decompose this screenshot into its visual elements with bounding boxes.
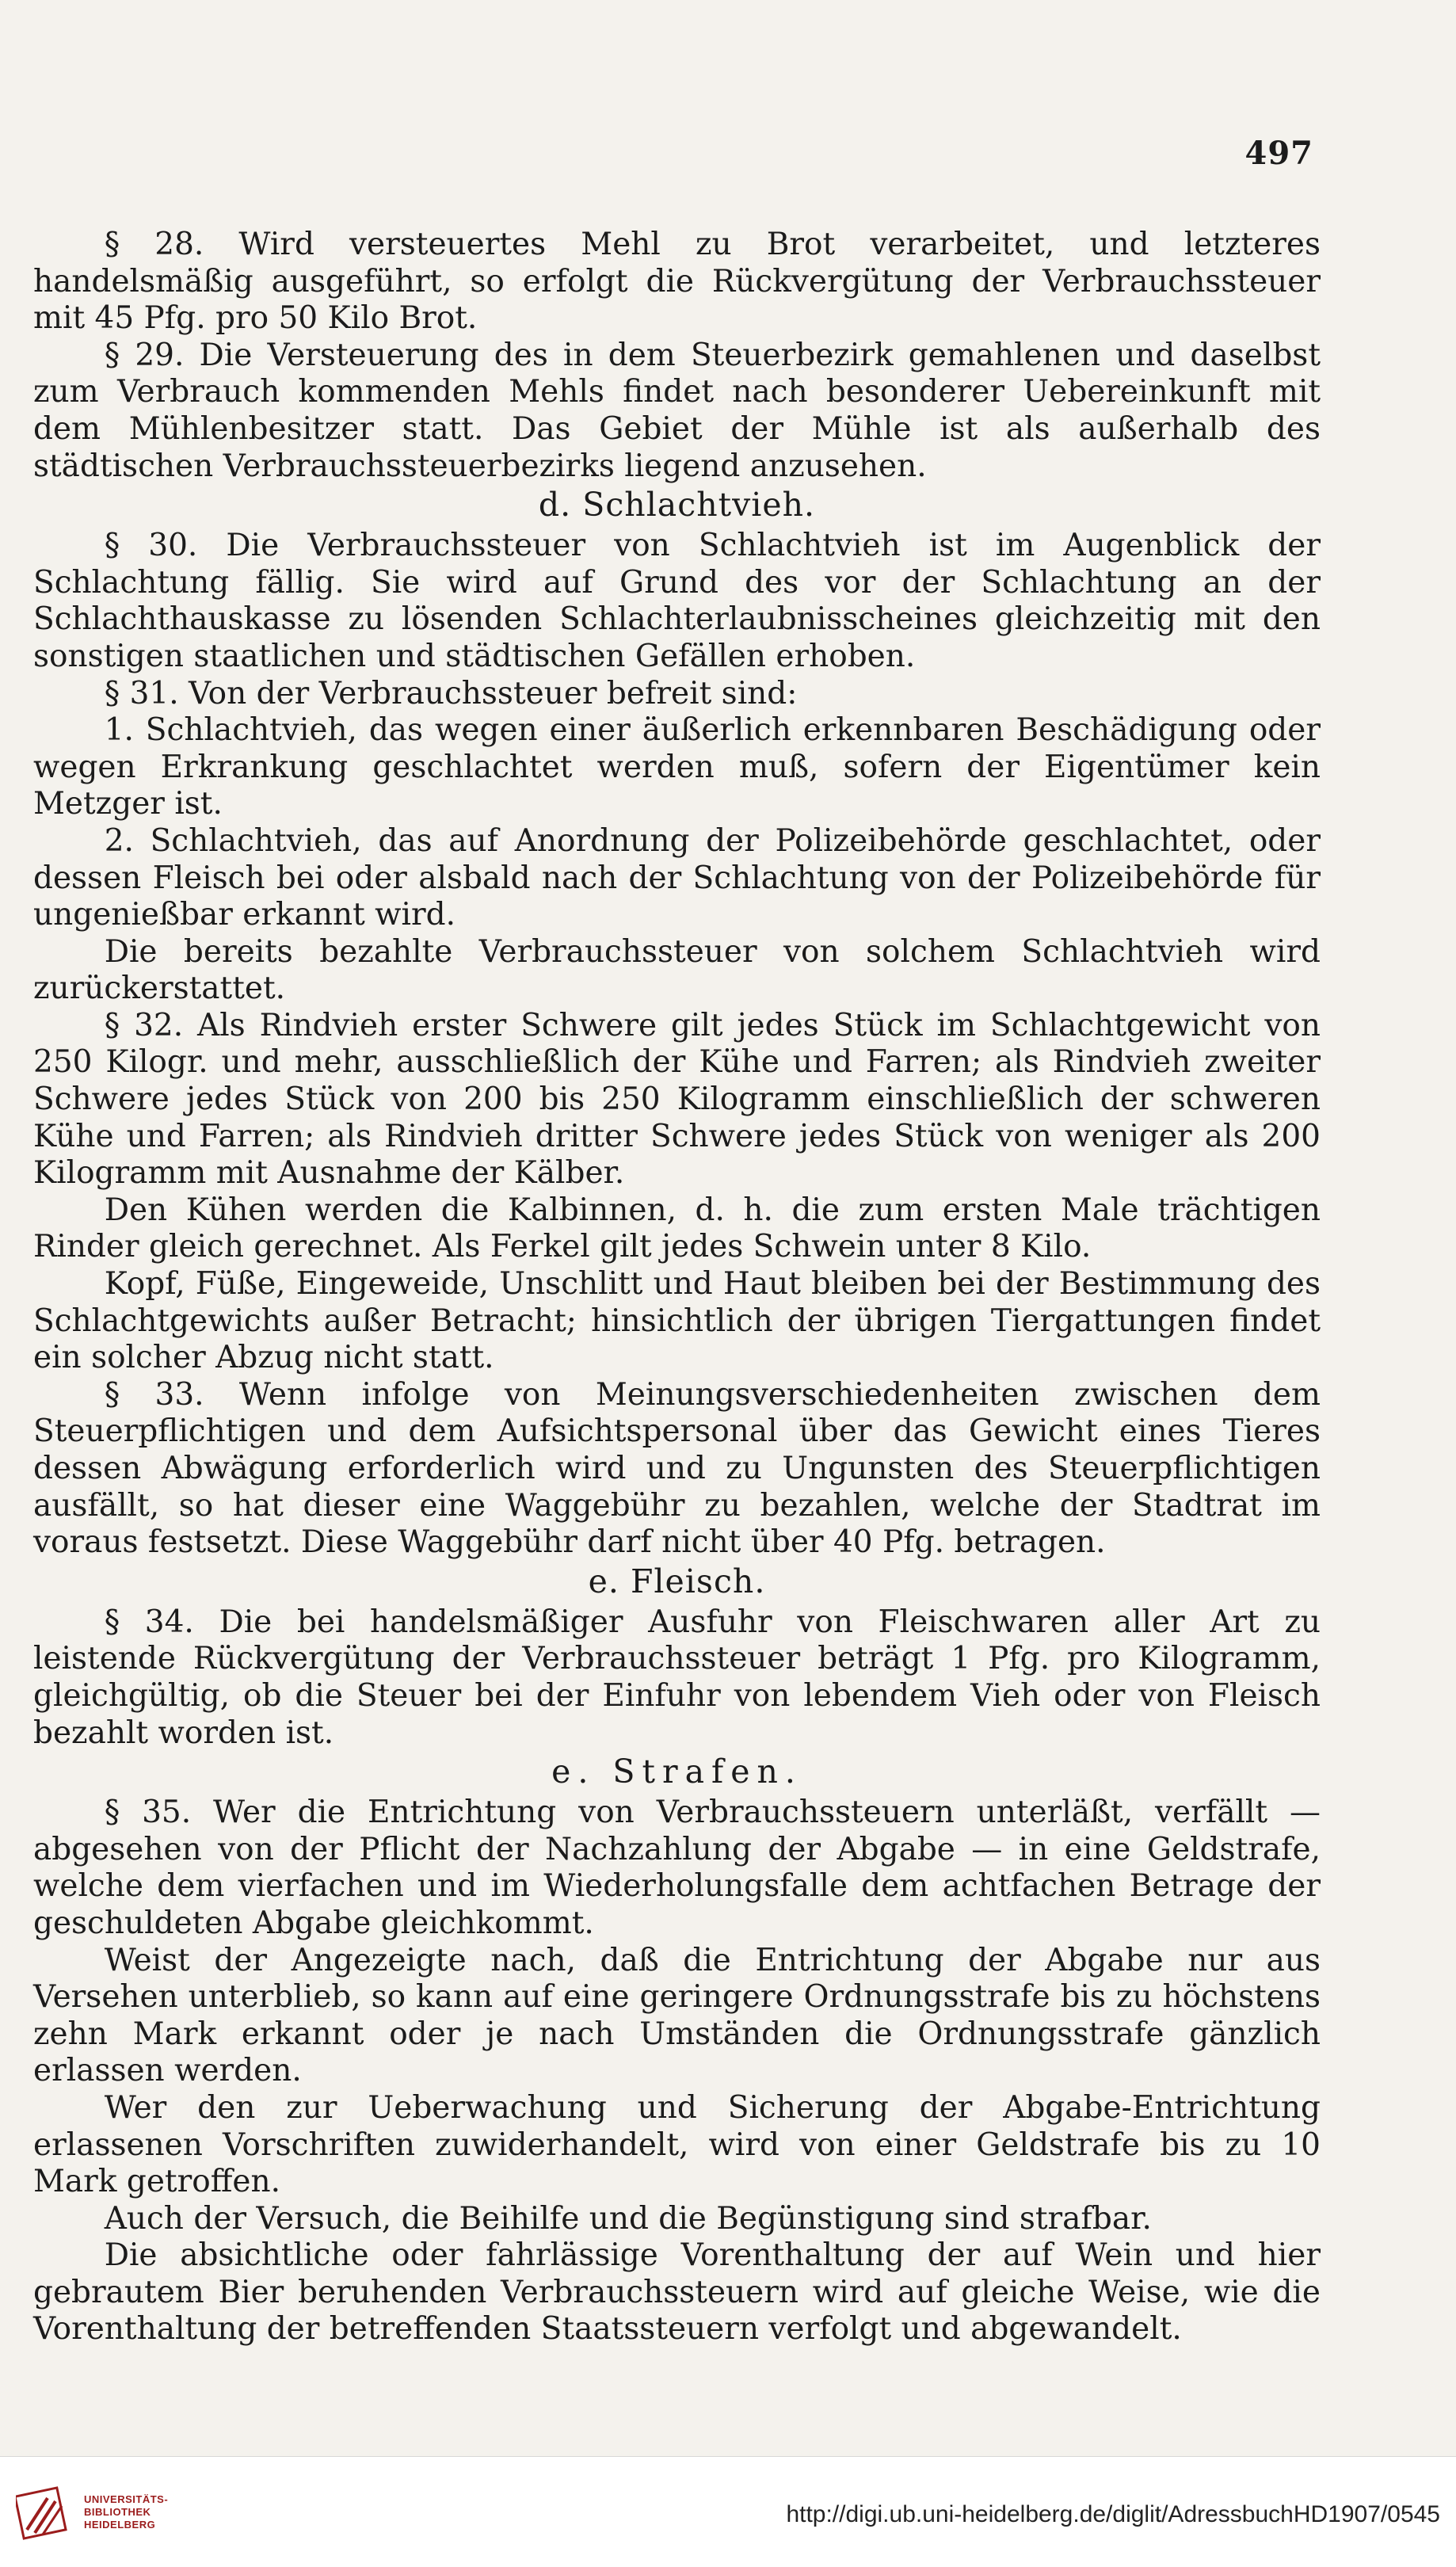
footer-bar [0,2456,1456,2567]
paragraph: Auch der Versuch, die Beihilfe und die Begünstigung sind strafbar. [104,2200,1152,2237]
paragraph: Die absichtliche oder fahrlässige Vorenthaltung der auf Wein und hier gebrautem Bier beruhenden Verbrauchssteuern wird auf gleiche Weise, wie die Vorenthaltung der betreffenden Staatssteuern verfolgt und abgewandelt. [33,2237,1321,2348]
source-url[interactable]: http://digi.ub.uni-heidelberg.de/diglit/AdressbuchHD1907/0545 [786,2501,1440,2527]
paragraph: § 35. Wer die Entrichtung von Verbrauchssteuern unterläßt, verfällt — abgesehen von der Pflicht der Nachzahlung der Abgabe — in eine Geldstrafe, welche dem vierfachen und im Wiederholungsfalle dem achtfachen Betrage der geschuldeten Abgabe gleichkommt. [33,1795,1321,1941]
paragraph: Die bereits bezahlte Verbrauchssteuer von solchem Schlachtvieh wird zurückerstattet. [33,933,1321,1007]
paragraph: § 29. Die Versteuerung des in dem Steuerbezirk gemahlenen und daselbst zum Verbrauch kommenden Mehls findet nach besonderer Uebereinkunft mit dem Mühlenbesitzer statt. Das Gebiet der Mühle ist als außerhalb des städtischen Verbrauchssteuerbezirks liegend anzusehen. [33,337,1321,484]
section-heading: e. Fleisch. [588,1562,766,1600]
paragraph: Weist der Angezeigte nach, daß die Entrichtung der Abgabe nur aus Versehen unterblieb, so kann auf eine geringere Ordnungsstrafe bis zu höchstens zehn Mark erkannt oder je nach Umständen die Ordnungsstrafe gänzlich erlassen werden. [33,1942,1321,2089]
page-number: 497 [1244,135,1313,172]
section-heading: e. Strafen. [551,1753,802,1791]
paragraph: § 28. Wird versteuertes Mehl zu Brot verarbeitet, und letzteres handelsmäßig ausgeführt, so erfolgt die Rückvergütung der Verbrauchssteuer mit 45 Pfg. pro 50 Kilo Brot. [33,227,1321,337]
library-logo-icon [16,2484,73,2541]
section-heading: d. Schlachtvieh. [538,486,816,524]
library-logo[interactable] [16,2477,206,2548]
library-logo-text: UNIVERSITÄTS- BIBLIOTHEK HEIDELBERG [84,2493,169,2531]
paragraph: Wer den zur Ueberwachung und Sicherung der Abgabe-Entrichtung erlassenen Vorschriften zuwiderhandelt, wird von einer Geldstrafe bis zu 10 Mark getroffen. [33,2089,1321,2200]
paragraph: § 33. Wenn infolge von Meinungsverschiedenheiten zwischen dem Steuerpflichtigen und dem Aufsichtspersonal über das Gewicht eines Tieres dessen Abwägung erforderlich wird und zu Ungunsten des Steuerpflichtigen ausfällt, so hat dieser eine Waggebühr zu bezahlen, welche der Stadtrat im voraus festsetzt. Diese Waggebühr darf nicht über 40 Pfg. betragen. [33,1376,1321,1561]
paragraph: § 34. Die bei handelsmäßiger Ausfuhr von Fleischwaren aller Art zu leistende Rückvergütung der Verbrauchssteuer beträgt 1 Pfg. pro Kilogramm, gleichgültig, ob die Steuer bei der Einfuhr von lebendem Vieh oder von Fleisch bezahlt worden ist. [33,1604,1321,1751]
paragraph: Den Kühen werden die Kalbinnen, d. h. die zum ersten Male trächtigen Rinder gleich gerechnet. Als Ferkel gilt jedes Schwein unter 8 Kilo. [33,1192,1321,1265]
paragraph: 1. Schlachtvieh, das wegen einer äußerlich erkennbaren Beschädigung oder wegen Erkrankung geschlachtet werden muß, sofern der Eigentümer kein Metzger ist. [33,712,1321,822]
paragraph: 2. Schlachtvieh, das auf Anordnung der Polizeibehörde geschlachtet, oder dessen Fleisch bei oder alsbald nach der Schlachtung von der Polizeibehörde für ungenießbar erkannt wird. [33,822,1321,933]
paragraph: Kopf, Füße, Eingeweide, Unschlitt und Haut bleiben bei der Bestimmung des Schlachtgewichts außer Betracht; hinsichtlich der übrigen Tiergattungen findet ein solcher Abzug nicht statt. [33,1266,1321,1376]
paragraph: § 32. Als Rindvieh erster Schwere gilt jedes Stück im Schlachtgewicht von 250 Kilogr. und mehr, ausschließlich der Kühe und Farren; als Rindvieh zweiter Schwere jedes Stück von 200 bis 250 Kilogramm einschließlich der schweren Kühe und Farren; als Rindvieh dritter Schwere jedes Stück von weniger als 200 Kilogramm mit Ausnahme der Kälber. [33,1007,1321,1192]
document-body [33,227,1321,2348]
paragraph: § 30. Die Verbrauchssteuer von Schlachtvieh ist im Augenblick der Schlachtung fällig. Sie wird auf Grund des vor der Schlachtung an der Schlachthauskasse zu lösenden Schlachterlaubnisscheines gleichzeitig mit den sonstigen staatlichen und städtischen Gefällen erhoben. [33,528,1321,674]
paragraph: § 31. Von der Verbrauchssteuer befreit sind: [104,675,798,711]
